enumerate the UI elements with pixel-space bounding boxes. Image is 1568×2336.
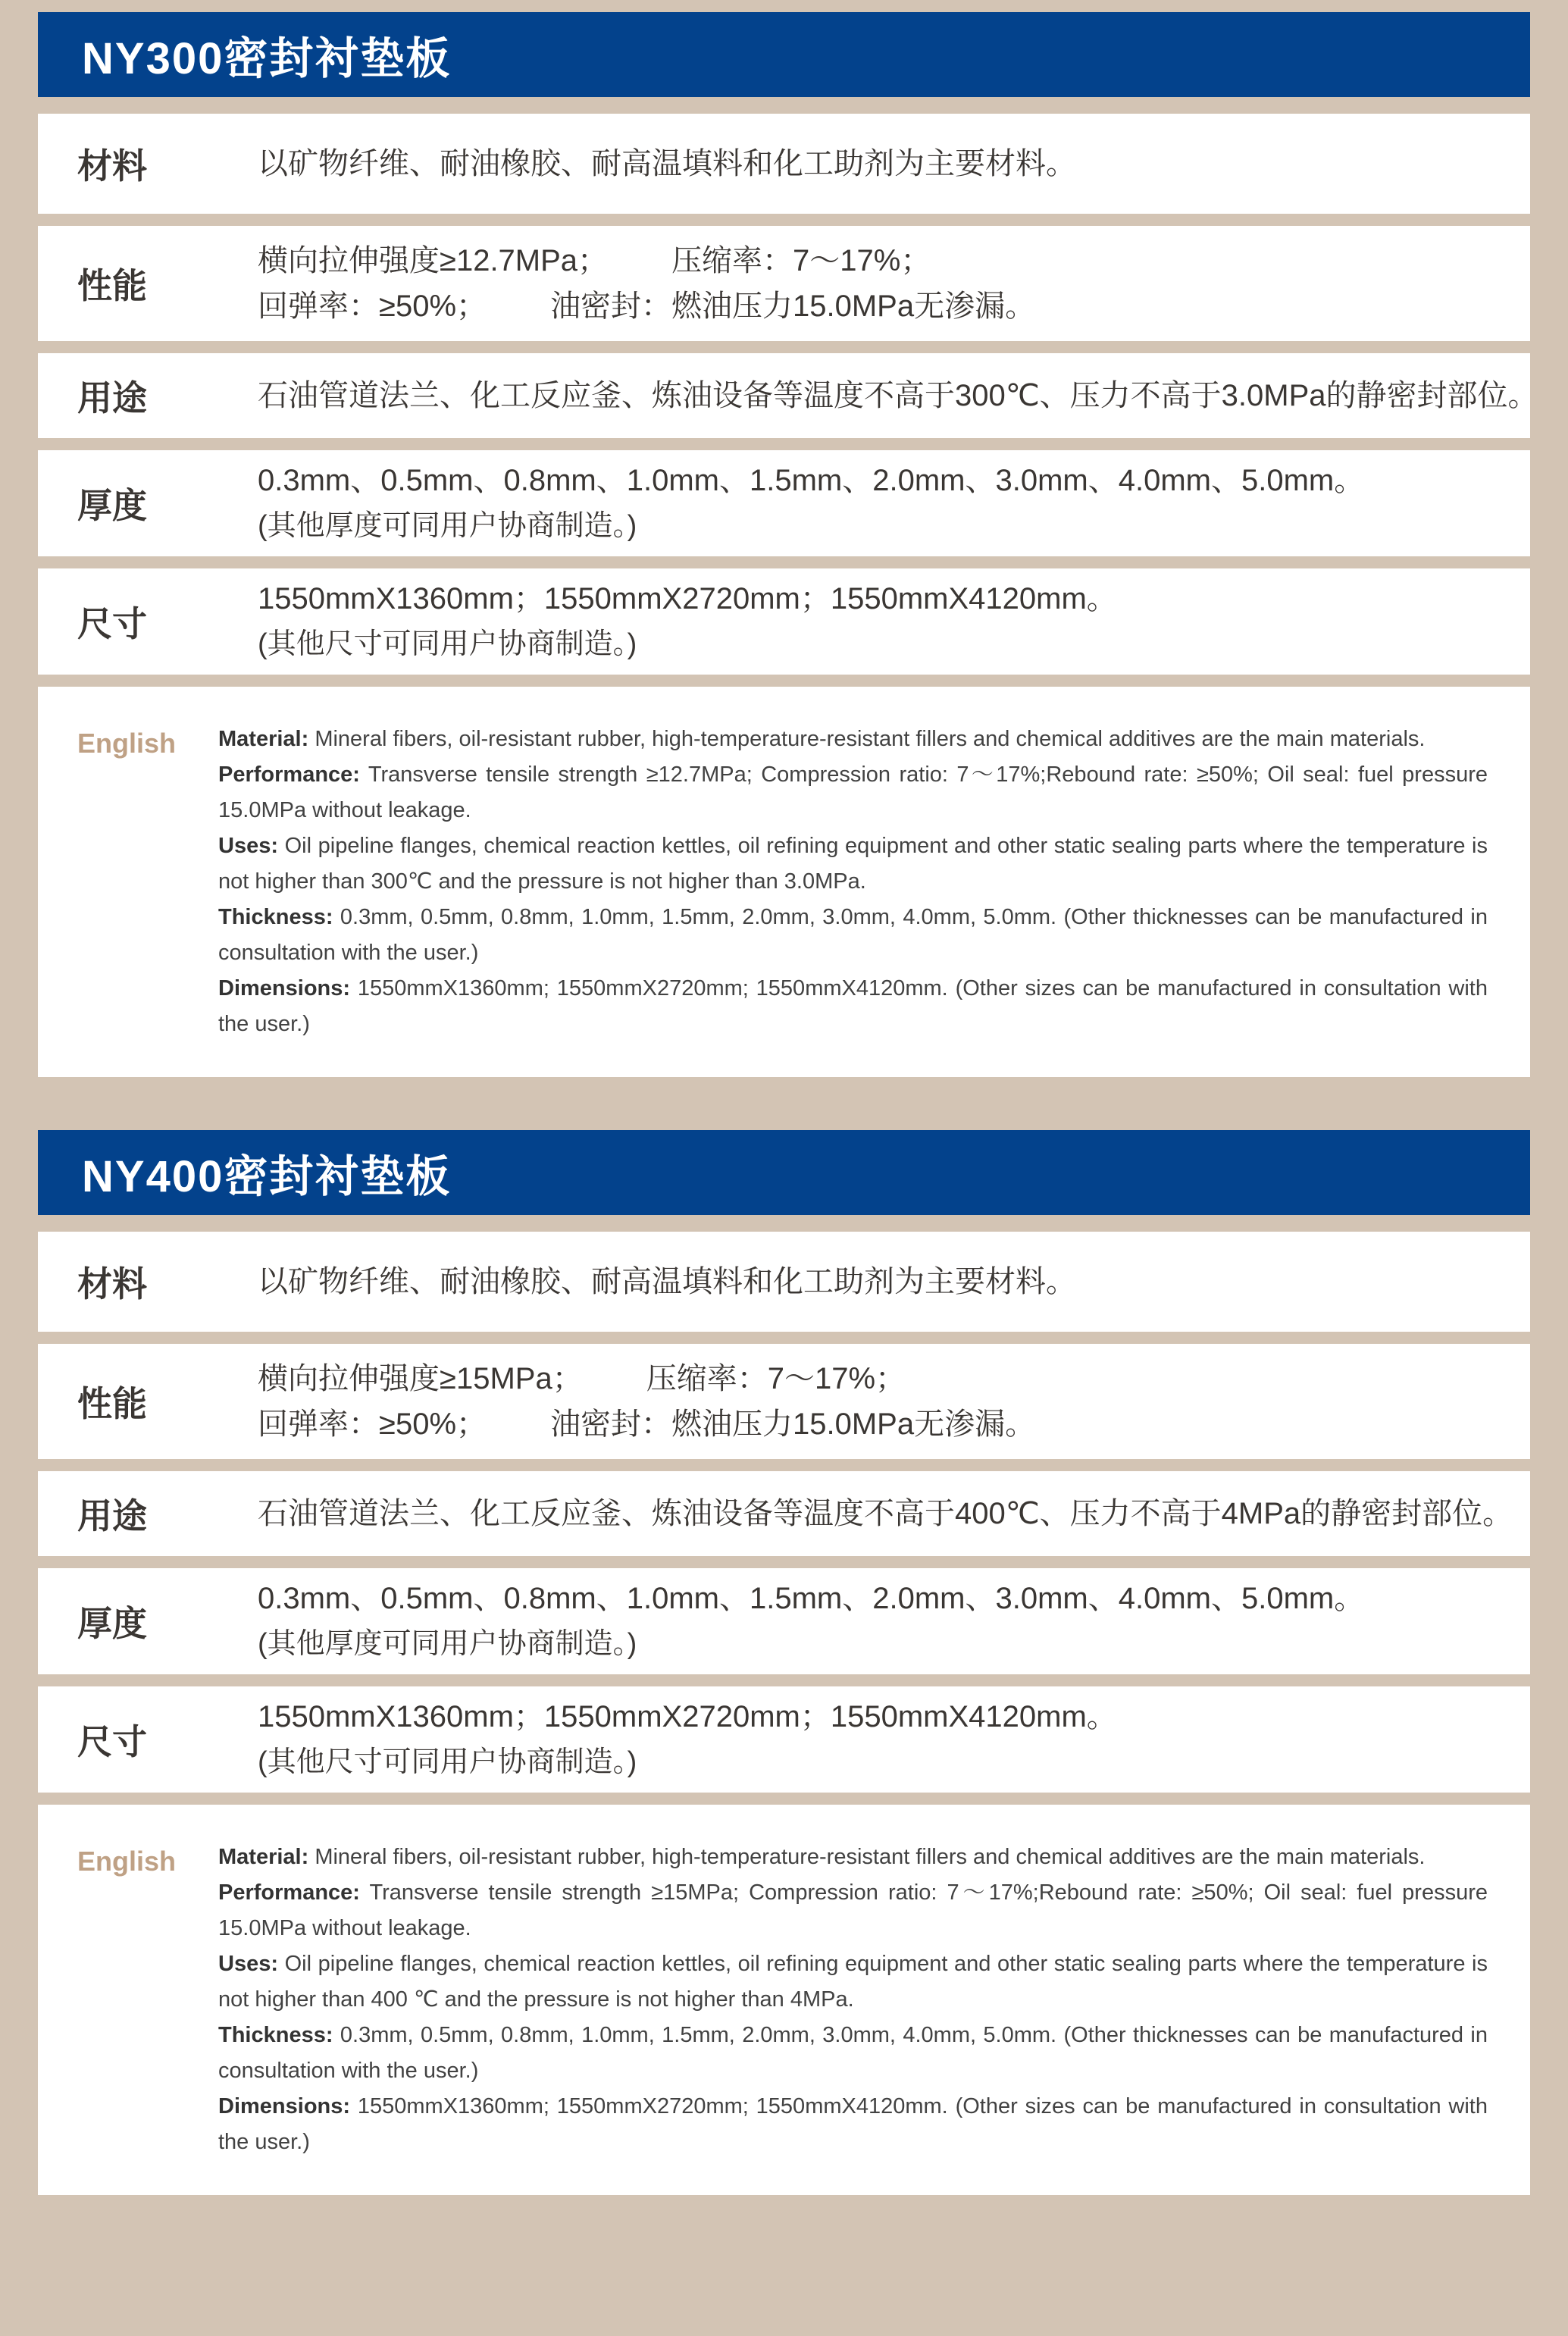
performance-rebound-rate: 回弹率：≥50%； [258, 290, 487, 323]
material-text: 以矿物纤维、耐油橡胶、耐高温填料和化工助剂为主要材料。 [258, 147, 1076, 180]
spec-row-dimensions-label: 尺寸 [77, 604, 147, 643]
performance-tensile-strength: 横向拉伸强度≥15MPa； [258, 1362, 583, 1395]
spec-row-uses-label: 用途 [77, 378, 147, 418]
product-section-ny400 [38, 1130, 1530, 2195]
spec-row-performance-label: 性能 [77, 266, 147, 305]
spec-row-dimensions-label: 尺寸 [77, 1722, 147, 1761]
english-paragraph-material [218, 722, 1488, 757]
thickness-note: (其他厚度可同用户协商制造。) [258, 510, 637, 542]
thickness-note: (其他厚度可同用户协商制造。) [258, 1628, 637, 1660]
english-lead-dimensions: Dimensions: [218, 2094, 351, 2118]
section-divider-gap [38, 1077, 1530, 1130]
spec-row-thickness [38, 1568, 1530, 1674]
spec-row-dimensions-content [258, 576, 1530, 667]
spec-row-uses-content [258, 373, 1566, 418]
spec-row-uses [38, 353, 1538, 438]
spec-row-dimensions-content [258, 1694, 1530, 1785]
english-text-dimensions: 1550mmX1360mm; 1550mmX2720mm; 1550mmX4120mm. (Other sizes can be manufactured in consultation with the user.) [218, 976, 1488, 1036]
english-lead-uses: Uses: [218, 834, 278, 858]
spec-row-performance [38, 226, 1530, 341]
english-text-material: Mineral fibers, oil-resistant rubber, high-temperature-resistant fillers and chemical additives are the main materials. [308, 727, 1426, 751]
spec-row-dimensions [38, 1686, 1530, 1793]
english-paragraph-dimensions [218, 971, 1488, 1042]
spec-row-performance-content [258, 1356, 1530, 1447]
spec-row-uses [38, 1471, 1530, 1556]
spec-row-material-label: 材料 [77, 146, 147, 186]
spec-row-thickness [38, 450, 1530, 556]
spec-row-performance-content [258, 238, 1530, 329]
uses-text: 石油管道法兰、化工反应釜、炼油设备等温度不高于400℃、压力不高于4MPa的静密封部位。 [258, 1497, 1513, 1530]
spec-row-uses-content [258, 1491, 1540, 1536]
english-card-ny300 [38, 687, 1530, 1077]
spec-row-dimensions [38, 568, 1530, 675]
spec-row-performance [38, 1344, 1530, 1459]
uses-text: 石油管道法兰、化工反应釜、炼油设备等温度不高于300℃、压力不高于3.0MPa的静密封部位。 [258, 379, 1538, 412]
english-text-dimensions: 1550mmX1360mm; 1550mmX2720mm; 1550mmX4120mm. (Other sizes can be manufactured in consultation with the user.) [218, 2094, 1488, 2154]
dimensions-note: (其他尺寸可同用户协商制造。) [258, 628, 637, 660]
english-lead-performance: Performance: [218, 762, 360, 787]
english-content [218, 722, 1488, 1042]
english-text-uses: Oil pipeline flanges, chemical reaction kettles, oil refining equipment and other static sealing parts where the temperature is not higher than 300℃ and the pressure is not higher than 3.0MPa. [218, 834, 1488, 894]
english-paragraph-performance [218, 1875, 1488, 1946]
english-paragraph-uses [218, 1946, 1488, 2018]
english-text-material: Mineral fibers, oil-resistant rubber, high-temperature-resistant fillers and chemical additives are the main materials. [308, 1845, 1426, 1869]
english-lead-thickness: Thickness: [218, 905, 333, 929]
english-paragraph-performance [218, 757, 1488, 828]
dimensions-values: 1550mmX1360mm；1550mmX2720mm；1550mmX4120mm。 [258, 1700, 1117, 1733]
spec-row-material [38, 1232, 1530, 1332]
english-paragraph-thickness [218, 900, 1488, 971]
spec-row-material-content [258, 141, 1530, 186]
product-title-ny300: NY300密封衬垫板 [82, 34, 452, 83]
english-text-performance: Transverse tensile strength ≥15MPa; Compression ratio: 7～17%;Rebound rate: ≥50%; Oil seal: fuel pressure 15.0MPa without leakage. [218, 1880, 1488, 1940]
english-card-ny400 [38, 1805, 1530, 2195]
spec-row-material [38, 114, 1530, 214]
performance-oil-seal: 油密封：燃油压力15.0MPa无渗漏。 [550, 1408, 1036, 1441]
spec-row-material-label: 材料 [77, 1264, 147, 1304]
spec-row-thickness-label: 厚度 [77, 486, 147, 525]
english-lead-dimensions: Dimensions: [218, 976, 351, 1000]
english-paragraph-uses [218, 828, 1488, 900]
spec-row-thickness-label: 厚度 [77, 1604, 147, 1643]
english-text-performance: Transverse tensile strength ≥12.7MPa; Compression ratio: 7～17%;Rebound rate: ≥50%; Oil seal: fuel pressure 15.0MPa without leakage. [218, 762, 1488, 822]
english-lead-thickness: Thickness: [218, 2023, 333, 2047]
english-lead-material: Material: [218, 727, 309, 751]
performance-compression-ratio: 压缩率：7～17%； [646, 1362, 906, 1395]
dimensions-note: (其他尺寸可同用户协商制造。) [258, 1746, 637, 1778]
performance-rebound-rate: 回弹率：≥50%； [258, 1408, 487, 1441]
performance-oil-seal: 油密封：燃油压力15.0MPa无渗漏。 [550, 290, 1036, 323]
performance-tensile-strength: 横向拉伸强度≥12.7MPa； [258, 244, 609, 277]
spec-row-thickness-content [258, 1576, 1530, 1667]
product-section-ny300 [38, 12, 1538, 1077]
english-lead-material: Material: [218, 1845, 309, 1869]
performance-compression-ratio: 压缩率：7～17%； [671, 244, 931, 277]
thickness-values: 0.3mm、0.5mm、0.8mm、1.0mm、1.5mm、2.0mm、3.0mm、4.0mm、5.0mm。 [258, 464, 1365, 497]
english-lead-uses: Uses: [218, 1952, 278, 1976]
spec-row-material-content [258, 1259, 1530, 1304]
english-paragraph-material [218, 1840, 1488, 1875]
english-text-thickness: 0.3mm, 0.5mm, 0.8mm, 1.0mm, 1.5mm, 2.0mm, 3.0mm, 4.0mm, 5.0mm. (Other thicknesses can be manufactured in consultation with the user.) [218, 905, 1488, 965]
dimensions-values: 1550mmX1360mm；1550mmX2720mm；1550mmX4120mm。 [258, 582, 1117, 615]
material-text: 以矿物纤维、耐油橡胶、耐高温填料和化工助剂为主要材料。 [258, 1265, 1076, 1298]
english-paragraph-thickness [218, 2018, 1488, 2089]
spec-row-thickness-content [258, 458, 1530, 549]
spec-row-performance-label: 性能 [77, 1384, 147, 1423]
product-title-ny400: NY400密封衬垫板 [82, 1152, 452, 1201]
product-header-ny300 [38, 12, 1530, 97]
english-content [218, 1840, 1488, 2160]
english-label: English [77, 1846, 177, 1877]
english-lead-performance: Performance: [218, 1880, 360, 1905]
english-paragraph-dimensions [218, 2089, 1488, 2160]
english-text-thickness: 0.3mm, 0.5mm, 0.8mm, 1.0mm, 1.5mm, 2.0mm, 3.0mm, 4.0mm, 5.0mm. (Other thicknesses can be manufactured in consultation with the user.) [218, 2023, 1488, 2083]
thickness-values: 0.3mm、0.5mm、0.8mm、1.0mm、1.5mm、2.0mm、3.0mm、4.0mm、5.0mm。 [258, 1582, 1365, 1615]
english-label: English [77, 728, 177, 759]
english-text-uses: Oil pipeline flanges, chemical reaction kettles, oil refining equipment and other static sealing parts where the temperature is not higher than 400 ℃ and the pressure is not higher than 4MPa. [218, 1952, 1488, 2012]
product-header-ny400 [38, 1130, 1530, 1215]
spec-row-uses-label: 用途 [77, 1496, 147, 1536]
